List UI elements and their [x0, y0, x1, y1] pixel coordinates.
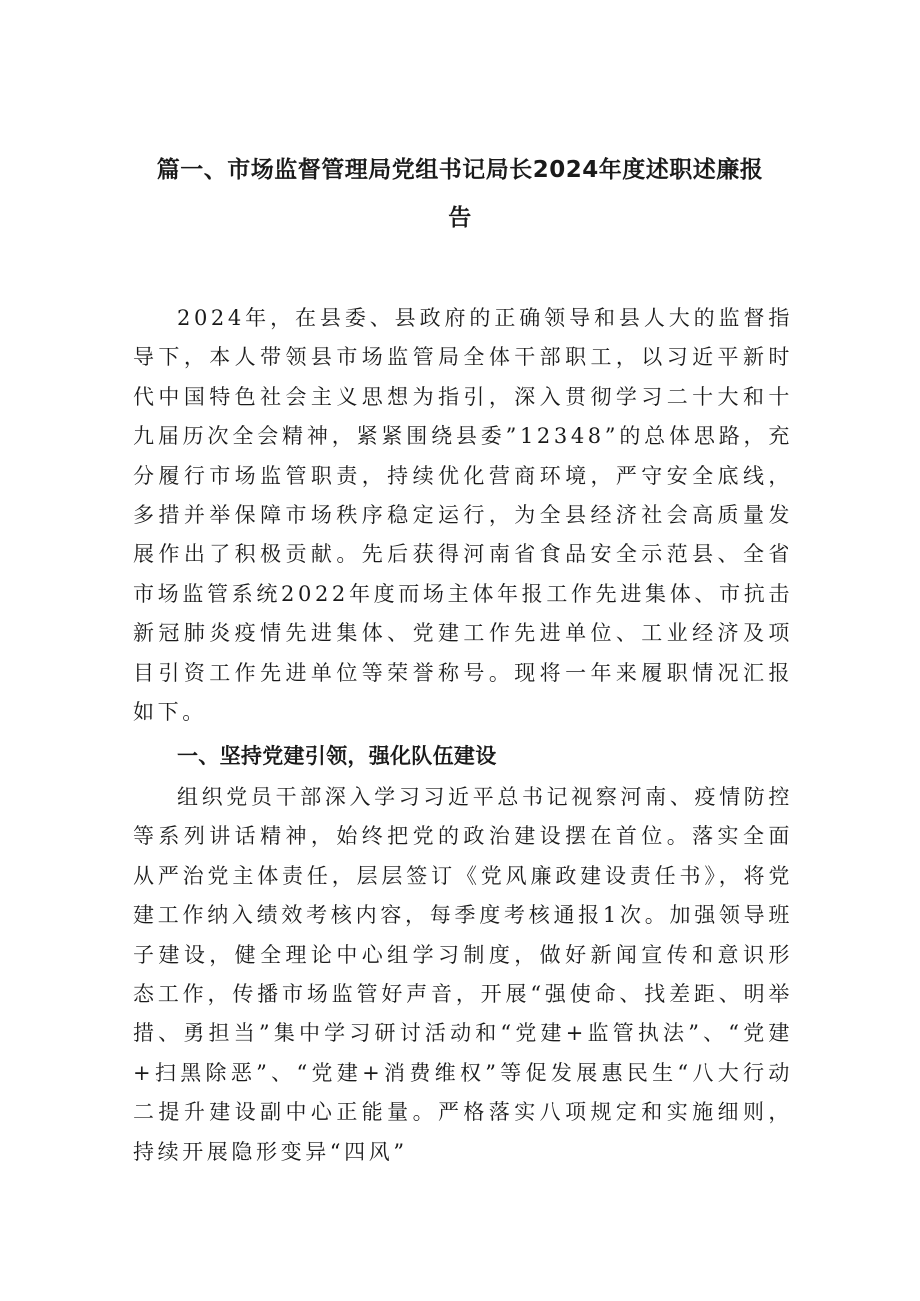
document-title-line-1: 篇一、市场监督管理局党组书记局长2024年度述职述廉报: [156, 157, 764, 183]
section-heading-1: 一、坚持党建引领，强化队伍建设: [177, 744, 497, 768]
intro-paragraph: 2024年，在县委、县政府的正确领导和县人大的监督指导下，本人带领县市场监管局全体干部职工，以习近平新时代中国特色社会主义思想为指引，深入贯彻学习二十大和十九届历次全会精神，紧紧围绕县委”12348”的总体思路，充分履行市场监管职责，持续优化营商环境，严守安全底线，多措并举保障市场秩序稳定运行，为全县经济社会高质量发展作出了积极贡献。先后获得河南省食品安全示范县、全省市场监管系统2022年度而场主体年报工作先进集体、市抗击新冠肺炎疫情先进集体、党建工作先进单位、工业经济及项目引资工作先进单位等荣誉称号。现将一年来履职情况汇报如下。: [133, 306, 793, 725]
section-1-paragraph: 组织党员干部深入学习习近平总书记视察河南、疫情防控等系列讲话精神，始终把党的政治建设摆在首位。落实全面从严治党主体责任，层层签订《党风廉政建设责任书》，将党建工作纳入绩效考核内容，每季度考核通报1次。加强领导班子建设，健全理论中心组学习制度，做好新闻宣传和意识形态工作，传播市场监管好声音，开展“强使命、找差距、明举措、勇担当”集中学习研讨活动和“党建+监管执法”、“党建+扫黑除恶”、“党建+消费维权”等促发展惠民生“八大行动二提升建设副中心正能量。严格落实八项规定和实施细则，持续开展隐形变异“四风”: [133, 785, 793, 1164]
document-title-line-2: 告: [448, 205, 472, 231]
